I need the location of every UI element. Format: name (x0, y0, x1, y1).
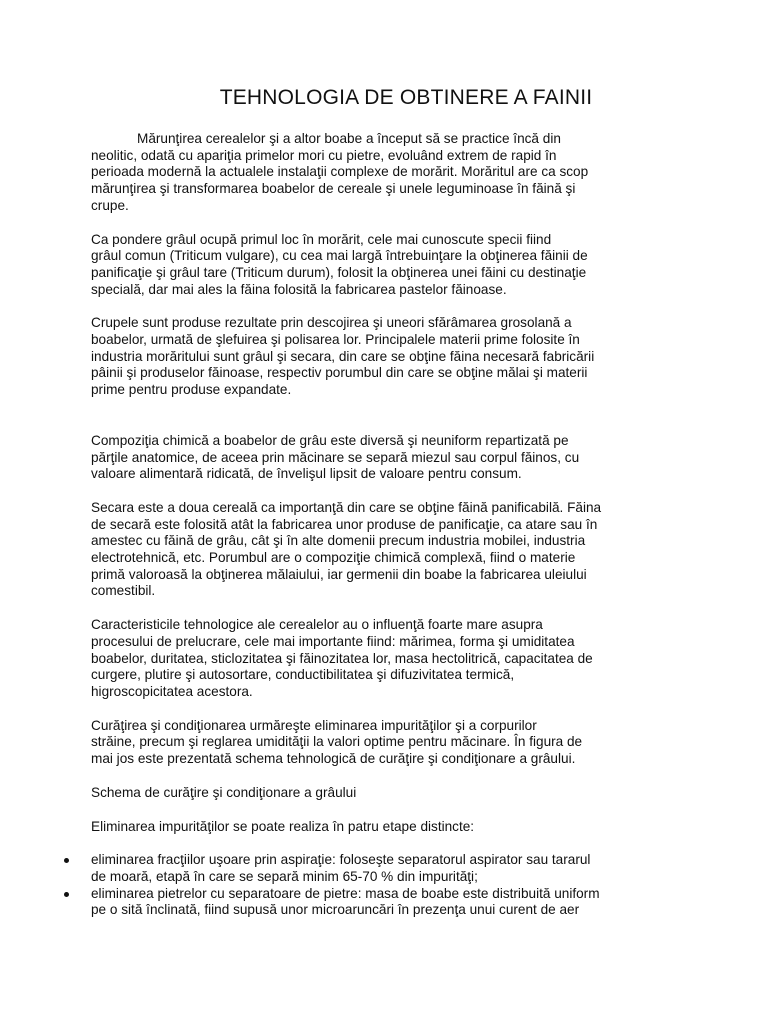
text-line: comestibil. (91, 583, 156, 599)
text-line: valoare alimentară ridicată, de învelişul lipsit de valoare pentru consum. (91, 466, 522, 482)
text-line: Eliminarea impurităţilor se poate realiza în patru etape distincte: (91, 818, 475, 834)
document-body (91, 131, 681, 919)
text-line: Curăţirea şi condiţionarea urmăreşte eliminarea impurităţilor şi a corpurilor (91, 717, 537, 733)
bullet-icon (64, 892, 69, 897)
text-line: curgere, plutire şi autosortare, conductibilitatea şi difuzivitatea termică, (91, 667, 515, 683)
paragraph-wheat (91, 232, 681, 299)
text-line: Caracteristicile tehnologice ale cerealelor au o influenţă foarte mare asupra (91, 617, 543, 633)
paragraph-schema-caption (91, 785, 681, 802)
text-line: prime pentru produse expandate. (91, 382, 292, 398)
text-line: Mărunţirea cerealelor şi a altor boabe a început să se practice încă din (137, 131, 561, 146)
bullet-list (91, 852, 681, 919)
paragraph-composition (91, 433, 681, 483)
document-title: TEHNOLOGIA DE OBTINERE A FAINII (219, 86, 593, 109)
text-line: pe o sită înclinată, fiind supusă unor microaruncări în prezenţa unui curent de aer (91, 902, 580, 918)
bullet-icon (64, 858, 69, 863)
text-line: electrotehnică, etc. Porumbul are o compoziţie chimică complexă, fiind o materie (91, 550, 576, 566)
text-line: Schema de curăţire şi condiţionare a grâului (91, 784, 357, 800)
text-line: mărunţirea şi transformarea boabelor de cereale şi unele leguminoase în făină şi (91, 181, 576, 197)
text-line: boabelor, duritatea, sticlozitatea şi făinozitatea lor, masa hectolitrică, capacitatea de (91, 650, 593, 666)
text-line: pâinii şi produselor făinoase, respectiv porumbul din care se obţine mălai şi materii (91, 365, 588, 381)
spacer (91, 416, 681, 433)
text-line: de moară, etapă în care se separă minim 65-70 % din impurităţi; (91, 868, 478, 884)
text-line: procesului de prelucrare, cele mai importante fiind: mărimea, forma şi umiditatea (91, 633, 575, 649)
text-line: de secară este folosită atât la fabricarea unor produse de panificaţie, ca atare sau în (91, 516, 598, 532)
text-line: străine, precum şi reglarea umidităţii la valori optime pentru măcinare. În figura de (91, 734, 583, 750)
text-line: Compoziţia chimică a boabelor de grâu este diversă şi neuniform repartizată pe (91, 432, 569, 448)
text-line: Crupele sunt produse rezultate prin descojirea şi uneori sfărâmarea grosolană a (91, 315, 572, 331)
text-line: perioada modernă la actualele instalaţii complexe de morărit. Morăritul are ca scop (91, 164, 589, 180)
text-line: higroscopicitatea acestora. (91, 683, 253, 699)
paragraph-characteristics (91, 617, 681, 701)
text-line: boabelor, urmată de şlefuirea şi polisarea lor. Principalele materii prime folosite în (91, 332, 580, 348)
text-line: amestec cu făină de grâu, cât şi în alte domenii precum industria mobilei, industria (91, 533, 586, 549)
text-line: mai jos este prezentată schema tehnologică de curăţire şi condiţionare a grâului. (91, 751, 576, 767)
text-line: eliminarea fracţiilor uşoare prin aspiraţie: foloseşte separatorul aspirator sau tararul (91, 852, 591, 868)
paragraph-cleaning (91, 718, 681, 768)
text-line: Ca pondere grâul ocupă primul loc în morărit, cele mai cunoscute specii fiind (91, 231, 552, 247)
text-line: eliminarea pietrelor cu separatoare de pietre: masa de boabe este distribuită uniform (91, 885, 600, 901)
text-line: grâul comun (Triticum vulgare), cu cea mai largă întrebuinţare la obţinerea făinii de (91, 248, 588, 264)
paragraph-stages-intro (91, 819, 681, 836)
list-item (91, 852, 681, 885)
text-line: primă valoroasă la obţinerea mălaiului, iar germenii din boabe la fabricarea uleiului (91, 566, 587, 582)
text-line: specială, dar mai ales la făina folosită la fabricarea pastelor făinoase. (91, 281, 507, 297)
list-item (91, 886, 681, 919)
paragraph-groats (91, 315, 681, 399)
paragraph-rye (91, 500, 681, 600)
text-line: panificaţie şi grâul tare (Triticum durum), folosit la obţinerea unei făini cu destinaţie (91, 264, 587, 280)
text-line: părţile anatomice, de aceea prin măcinare se separă miezul sau corpul făinos, cu (91, 449, 580, 465)
text-line: neolitic, odată cu apariţia primelor mori cu pietre, evoluând extrem de rapid în (91, 147, 557, 163)
text-line: crupe. (91, 197, 129, 213)
text-line: industria morăritului sunt grâul şi secara, din care se obţine făina necesară fabricării (91, 348, 595, 364)
text-line: Secara este a doua cereală ca importanţă din care se obţine făină panificabilă. Făina (91, 499, 602, 515)
paragraph-intro (91, 131, 681, 215)
